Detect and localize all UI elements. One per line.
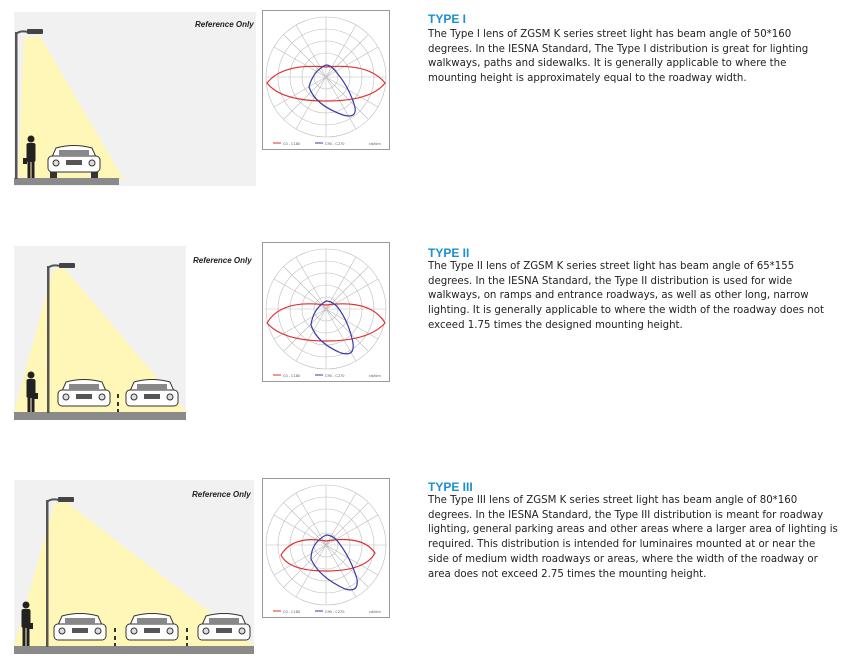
polar-diagram: [262, 10, 390, 150]
section-type-2: [0, 230, 848, 430]
section-title: TYPE I: [428, 12, 467, 26]
legend-c0: C0 - C180: [283, 142, 301, 146]
polar-diagram: [262, 478, 390, 618]
section-title: TYPE II: [428, 246, 470, 260]
reference-only-label: Reference Only: [192, 490, 251, 499]
polar-diagram: [262, 242, 390, 382]
section-description: The Type III lens of ZGSM K series street light has beam angle of 80*160 degrees. In the IESNA Standard, the Type III distribution is meant for roadway lighting, general parking areas and other areas where a larger area of lighting is required. This distribution is intended for luminaires mounted at or near the side of medium width roadways or areas, where the width of the roadway or area does not exceed 2.75 times the mounting height.: [428, 495, 838, 580]
legend-unit: cd/klm: [369, 374, 381, 378]
legend-c90: C90 - C270: [325, 610, 345, 614]
legend-c90: C90 - C270: [325, 142, 345, 146]
legend-c0: C0 - C180: [283, 610, 301, 614]
section-description: The Type I lens of ZGSM K series street light has beam angle of 50*160 degrees. In the IESNA Standard, The Type I distribution is great for lighting walkways, paths and sidewalks. It is generally applicable to where the mounting height is approximately equal to the roadway width.: [428, 29, 809, 85]
reference-only-label: Reference Only: [195, 20, 254, 29]
section-type-3: [0, 466, 848, 669]
street-light-illustration: [14, 246, 186, 420]
street-light-illustration: [14, 480, 254, 654]
section-title: TYPE III: [428, 480, 473, 494]
legend-unit: cd/klm: [369, 142, 381, 146]
legend-c0: C0 - C180: [283, 374, 301, 378]
section-type-1: [0, 0, 848, 200]
reference-only-label: Reference Only: [193, 256, 252, 265]
legend-c90: C90 - C270: [325, 374, 345, 378]
legend-unit: cd/klm: [369, 610, 381, 614]
street-light-illustration: [14, 12, 256, 186]
section-description: The Type II lens of ZGSM K series street light has beam angle of 65*155 degrees. In the IESNA Standard, the Type II distribution is used for wide walkways, on ramps and entrance roadways, as well as other long, narrow lighting. It is generally applicable to where the width of the roadway does not exceed 1.75 times the designed mounting height.: [428, 261, 824, 331]
